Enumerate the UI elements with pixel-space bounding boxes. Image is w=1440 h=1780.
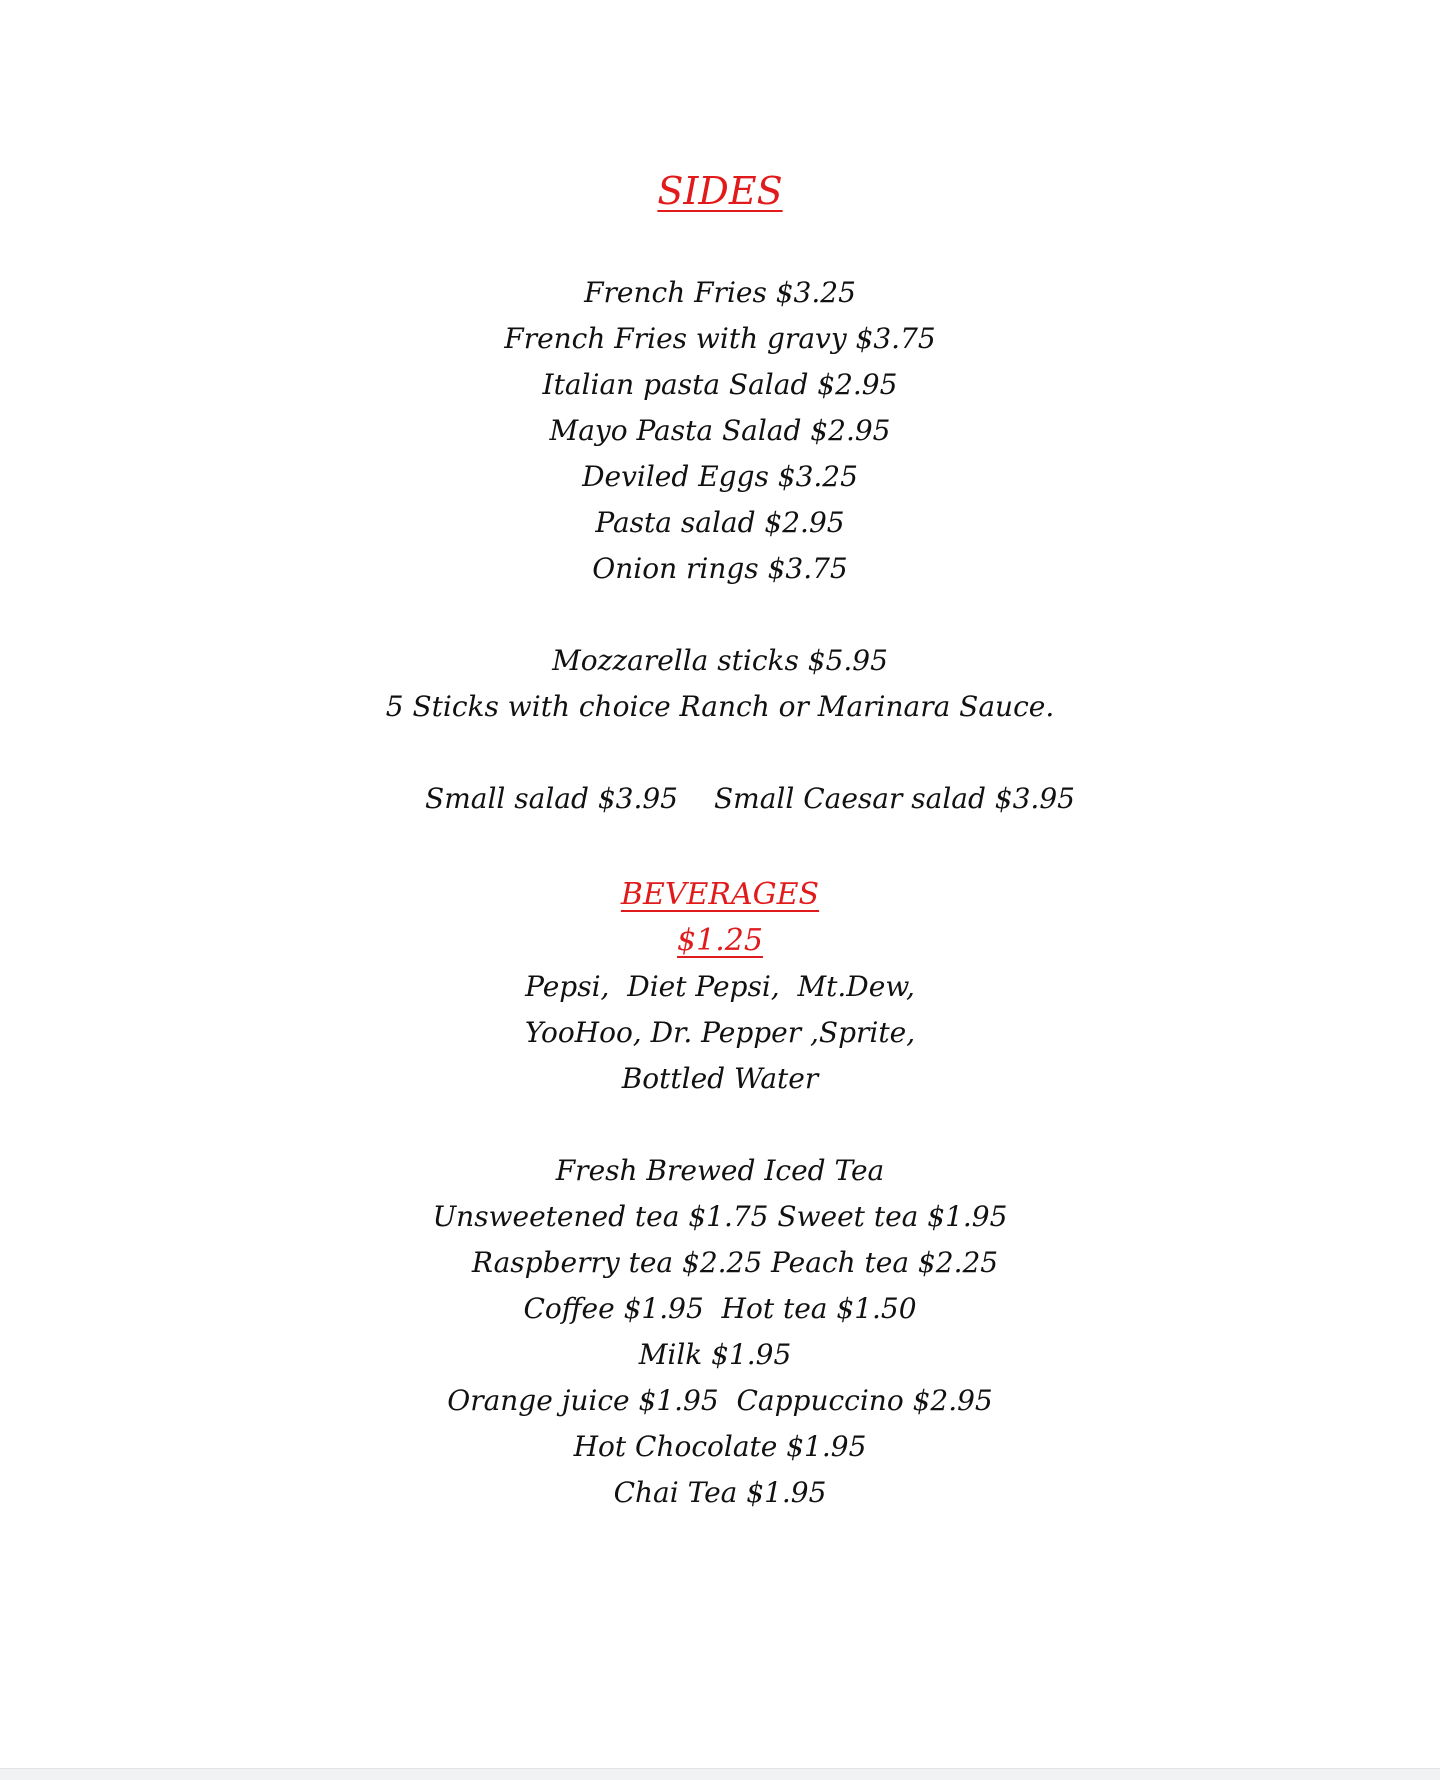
beverage-line-juice: Orange juice $1.95 Cappuccino $2.95	[447, 1384, 993, 1417]
sides-item-onion-rings: Onion rings $3.75	[592, 552, 848, 585]
sides-item-deviled-eggs: Deviled Eggs $3.25	[582, 460, 858, 493]
beverage-line-coffee: Coffee $1.95 Hot tea $1.50	[523, 1292, 917, 1325]
sides-item-italian-pasta-salad: Italian pasta Salad $2.95	[542, 368, 898, 401]
menu-content	[0, 168, 1440, 1516]
beverages-heading: BEVERAGES	[620, 877, 820, 912]
soda-line-3: Bottled Water	[621, 1062, 819, 1095]
beverage-line-flavored-tea: Raspberry tea $2.25 Peach tea $2.25	[471, 1246, 999, 1279]
small-salad: Small salad $3.95	[425, 782, 678, 815]
salads-row	[0, 776, 1440, 822]
mozzarella-sticks-title: Mozzarella sticks $5.95	[552, 644, 888, 677]
soda-line-1: Pepsi, Diet Pepsi, Mt.Dew,	[525, 970, 915, 1003]
soda-line-2: YooHoo, Dr. Pepper ,Sprite,	[524, 1016, 916, 1049]
beverages-price: $1.25	[677, 923, 763, 958]
sides-item-pasta-salad: Pasta salad $2.95	[595, 506, 845, 539]
beverage-line-chai-tea: Chai Tea $1.95	[613, 1476, 827, 1509]
beverage-line-tea: Unsweetened tea $1.75 Sweet tea $1.95	[432, 1200, 1008, 1233]
small-caesar-salad: Small Caesar salad $3.95	[713, 782, 1075, 815]
sides-heading: SIDES	[657, 169, 783, 213]
sides-item-french-fries-gravy: French Fries with gravy $3.75	[504, 322, 936, 355]
beverage-line-hot-chocolate: Hot Chocolate $1.95	[573, 1430, 867, 1463]
iced-tea-heading: Fresh Brewed Iced Tea	[555, 1154, 885, 1187]
sides-item-french-fries: French Fries $3.25	[584, 276, 856, 309]
beverage-line-milk: Milk $1.95	[638, 1338, 792, 1371]
sides-item-mayo-pasta-salad: Mayo Pasta Salad $2.95	[549, 414, 891, 447]
mozzarella-sticks-description: 5 Sticks with choice Ranch or Marinara Sauce.	[385, 690, 1055, 723]
